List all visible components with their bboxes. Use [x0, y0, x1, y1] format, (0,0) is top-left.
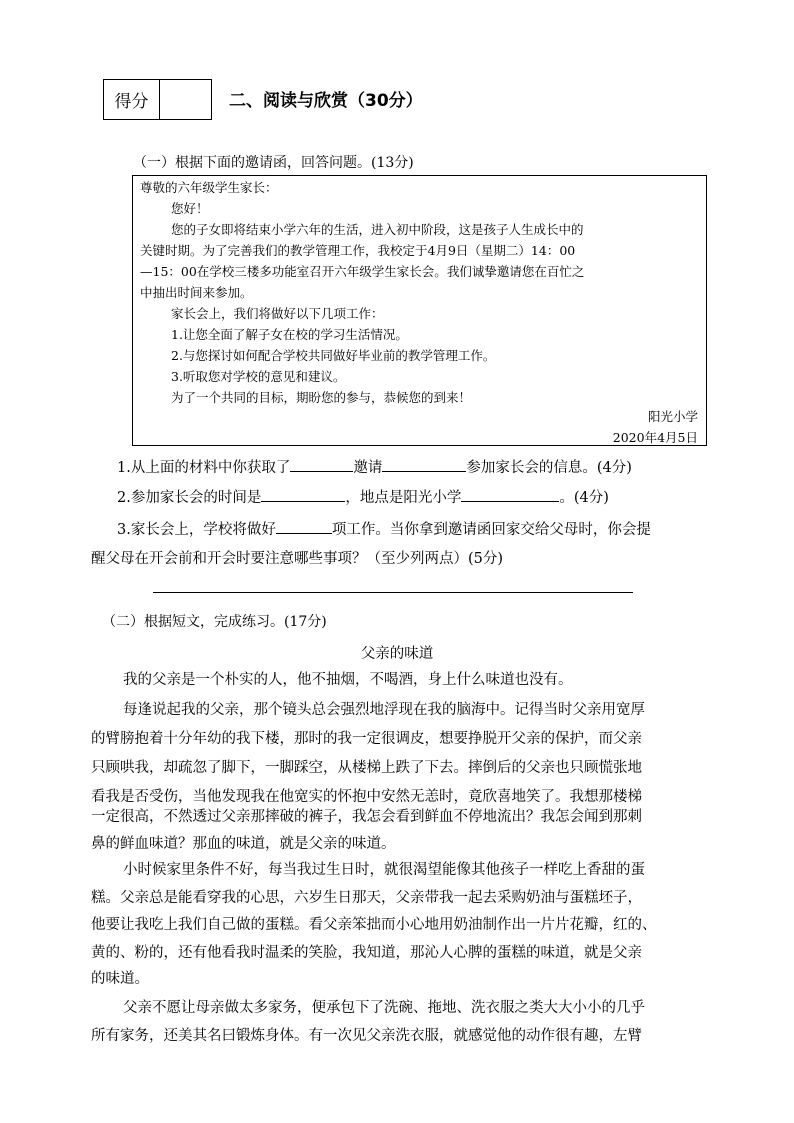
q3-text-a: 3.家长会上，学校将做好	[117, 522, 276, 538]
passage-line: 的臂膀抱着十分年幼的我下楼，那时的我一定很调皮，想要挣脱开父亲的保护，而父亲	[91, 731, 642, 747]
q2-blank-1[interactable]	[261, 486, 345, 502]
question-3-cont: 醒父母在开会前和开会时要注意哪些事项？（至少列两点）(5分)	[91, 551, 504, 567]
letter-date: 2020年4月5日	[612, 430, 698, 445]
passage-line: 一定很高，不然透过父亲那摔破的裤子，我怎会看到鲜血不停地流出？我怎会闻到那刺	[91, 809, 642, 825]
passage-line: 看我是否受伤，当他发现我在他宽实的怀抱中安然无恙时，竟欣喜地笑了。我想那楼梯	[91, 789, 642, 805]
letter-line: 1.让您全面了解子女在校的学习生活情况。	[171, 327, 408, 342]
letter-line: 中抽出时间来参加。	[140, 285, 253, 300]
passage-line: 糕。父亲总是能看穿我的心思，六岁生日那天，父亲带我一起去采购奶油与蛋糕坯子，	[91, 890, 642, 906]
letter-line: 您的子女即将结束小学六年的生活，进入初中阶段，这是孩子人生成长中的	[171, 222, 584, 237]
letter-line: —15：00在学校三楼多功能室召开六年级学生家长会。我们诚挚邀请您在百忙之	[140, 264, 585, 279]
part1-heading: （一）根据下面的邀请函，回答问题。(13分)	[133, 155, 414, 171]
score-blank-cell[interactable]	[160, 80, 211, 119]
passage-line: 我的父亲是一个朴实的人，他不抽烟，不喝酒，身上什么味道也没有。	[123, 672, 573, 688]
letter-signature: 阳光小学	[647, 409, 698, 424]
passage-line: 只顾哄我，却疏忽了脚下，一脚踩空，从楼梯上跌了下去。摔倒后的父亲也只顾慌张地	[91, 760, 642, 776]
question-2	[117, 486, 609, 507]
letter-line: 3.听取您对学校的意见和建议。	[171, 369, 346, 384]
letter-line: 您好！	[171, 201, 209, 216]
q2-text-b: ，地点是阳光小学	[345, 490, 462, 506]
q1-text-b: 邀请	[353, 460, 383, 476]
score-label: 得分	[104, 80, 160, 119]
score-box	[103, 79, 212, 120]
letter-line: 为了一个共同的目标，期盼您的参与，恭候您的到来！	[171, 390, 472, 405]
section-title: 二、阅读与欣赏（30分）	[229, 91, 423, 111]
invitation-letter	[132, 175, 707, 446]
q2-blank-2[interactable]	[461, 486, 559, 502]
q1-text-a: 1.从上面的材料中你获取了	[117, 460, 291, 476]
answer-line[interactable]	[153, 592, 633, 593]
question-3	[117, 518, 651, 539]
q3-text-b: 项工作。当你拿到邀请函回家交给父母时，你会提	[331, 522, 651, 538]
q1-blank-1[interactable]	[290, 456, 353, 472]
q3-blank-1[interactable]	[276, 518, 332, 534]
passage-line: 鼻的鲜血味道？那血的味道，就是父亲的味道。	[91, 836, 396, 852]
q1-text-c: 参加家长会的信息。(4分)	[466, 460, 632, 476]
question-1	[117, 456, 632, 477]
letter-line: 尊敬的六年级学生家长：	[140, 180, 278, 195]
q2-text-a: 2.参加家长会的时间是	[117, 490, 262, 506]
passage-line: 他要让我吃上我们自己做的蛋糕。看父亲笨拙而小心地用奶油制作出一片片花瓣，红的、	[91, 917, 657, 933]
part2-heading: （二）根据短文，完成练习。(17分)	[102, 614, 327, 630]
passage-line: 父亲不愿让母亲做太多家务，便承包下了洗碗、拖地、洗衣服之类大大小小的几乎	[123, 1000, 645, 1016]
passage-line: 的味道。	[91, 971, 149, 987]
letter-line: 2.与您探讨如何配合学校共同做好毕业前的教学管理工作。	[171, 348, 496, 363]
q1-blank-2[interactable]	[382, 456, 466, 472]
passage-line: 每逢说起我的父亲，那个镜头总会强烈地浮现在我的脑海中。记得当时父亲用宽厚	[123, 702, 645, 718]
q2-text-c: 。(4分)	[559, 490, 609, 506]
letter-line: 家长会上，我们将做好以下几项工作：	[171, 306, 384, 321]
passage-line: 所有家务，还美其名曰锻炼身体。有一次见父亲洗衣服，就感觉他的动作很有趣，左臂	[91, 1028, 642, 1044]
passage-line: 小时候家里条件不好，每当我过生日时，就很渴望能像其他孩子一样吃上香甜的蛋	[123, 862, 645, 878]
story-title: 父亲的味道	[360, 646, 434, 662]
passage-line: 黄的、粉的，还有他看我时温柔的笑脸，我知道，那沁人心脾的蛋糕的味道，就是父亲	[91, 945, 642, 961]
letter-line: 关键时期。为了完善我们的教学管理工作，我校定于4月9日（星期二）14：00	[140, 243, 576, 258]
